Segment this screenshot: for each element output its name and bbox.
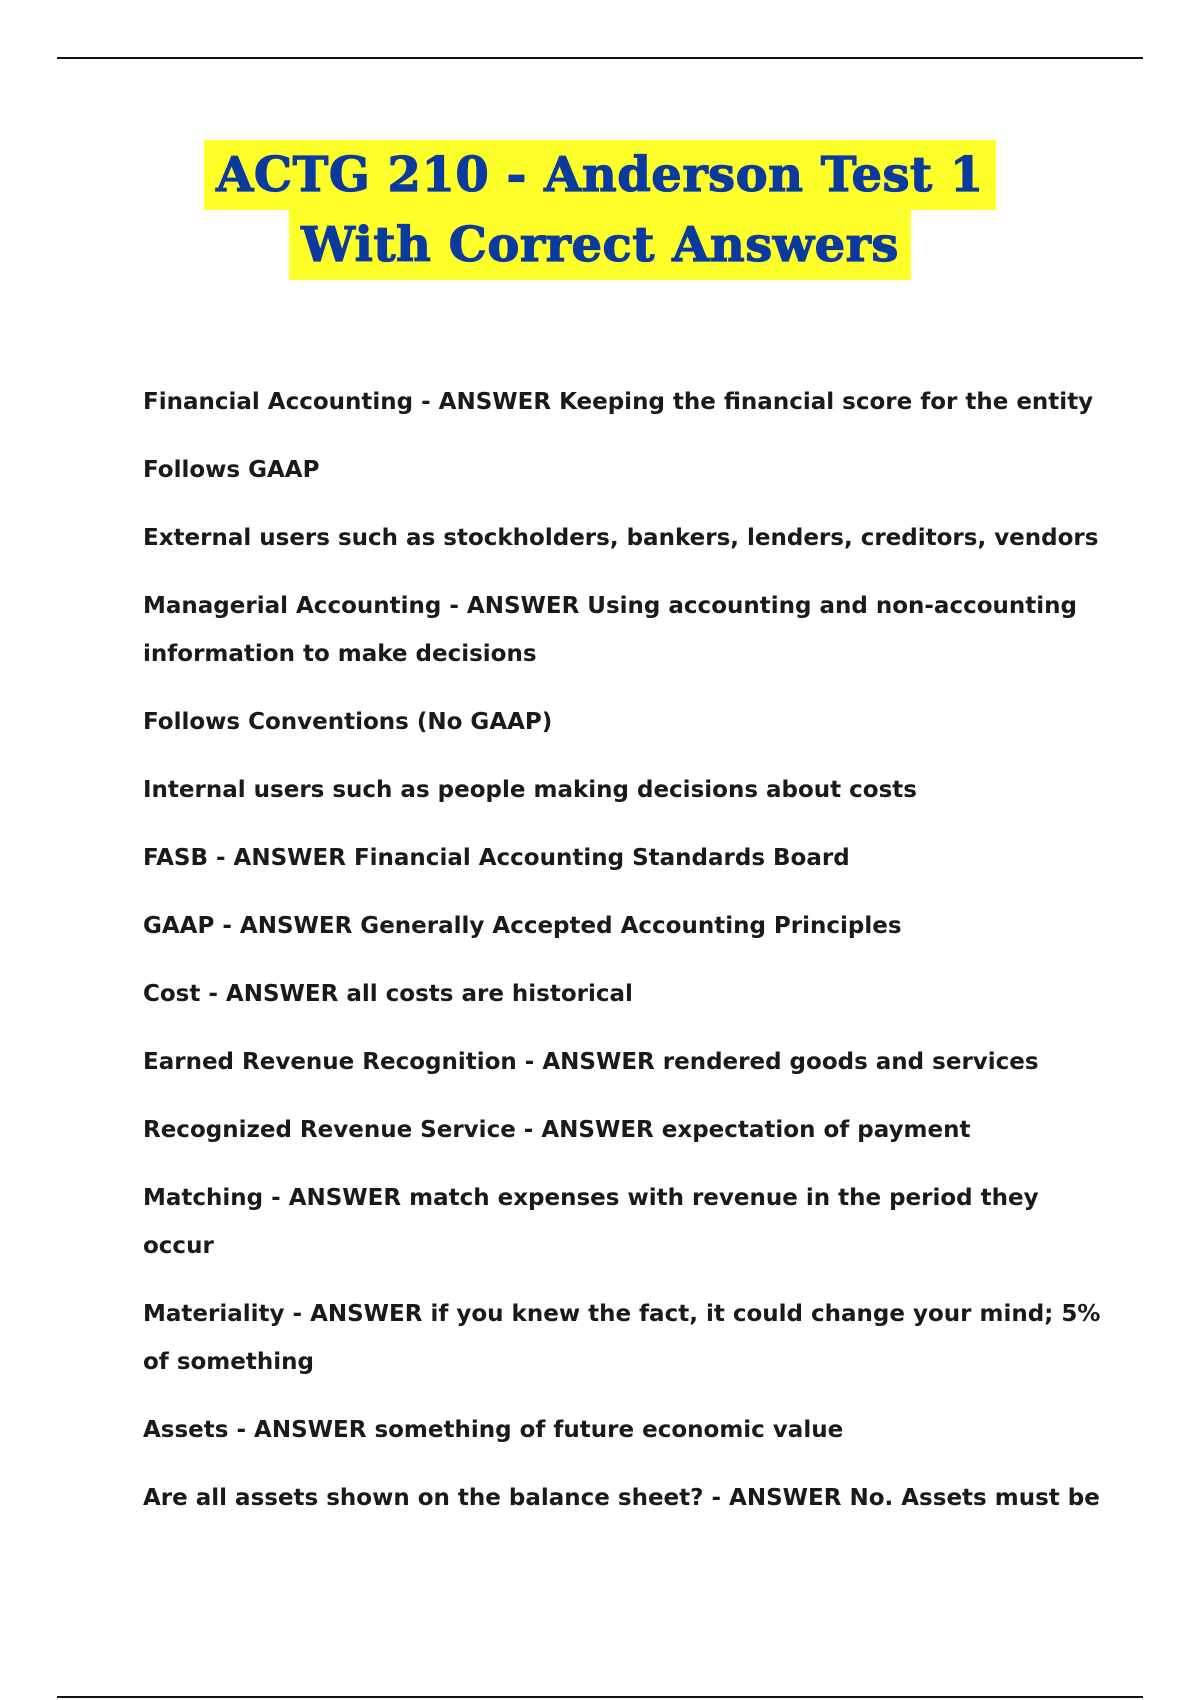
title-line-1: ACTG 210 - Anderson Test 1 — [204, 140, 996, 210]
top-divider — [57, 57, 1143, 59]
qa-item: Earned Revenue Recognition - ANSWER rendered goods and services — [143, 1049, 1039, 1075]
qa-item: FASB - ANSWER Financial Accounting Standards Board — [143, 845, 850, 871]
qa-item: Materiality - ANSWER if you knew the fact, it could change your mind; 5% of something — [143, 1301, 1101, 1375]
qa-list — [143, 378, 1103, 1542]
title-line-2: With Correct Answers — [289, 210, 911, 280]
qa-item: Matching - ANSWER match expenses with revenue in the period they occur — [143, 1185, 1039, 1259]
document-title — [0, 140, 1200, 280]
qa-item: Recognized Revenue Service - ANSWER expectation of payment — [143, 1117, 971, 1143]
qa-item: Managerial Accounting - ANSWER Using accounting and non-accounting information to make decisions — [143, 593, 1077, 667]
qa-item: Follows Conventions (No GAAP) — [143, 709, 553, 735]
qa-item: Follows GAAP — [143, 457, 320, 483]
bottom-divider — [57, 1696, 1143, 1698]
qa-item: Are all assets shown on the balance sheet? - ANSWER No. Assets must be — [143, 1485, 1100, 1511]
qa-item: Financial Accounting - ANSWER Keeping the financial score for the entity — [143, 389, 1094, 415]
qa-item: Assets - ANSWER something of future economic value — [143, 1417, 844, 1443]
qa-item: Internal users such as people making decisions about costs — [143, 777, 917, 803]
qa-item: Cost - ANSWER all costs are historical — [143, 981, 633, 1007]
qa-item: External users such as stockholders, bankers, lenders, creditors, vendors — [143, 525, 1099, 551]
qa-item: GAAP - ANSWER Generally Accepted Accounting Principles — [143, 913, 902, 939]
